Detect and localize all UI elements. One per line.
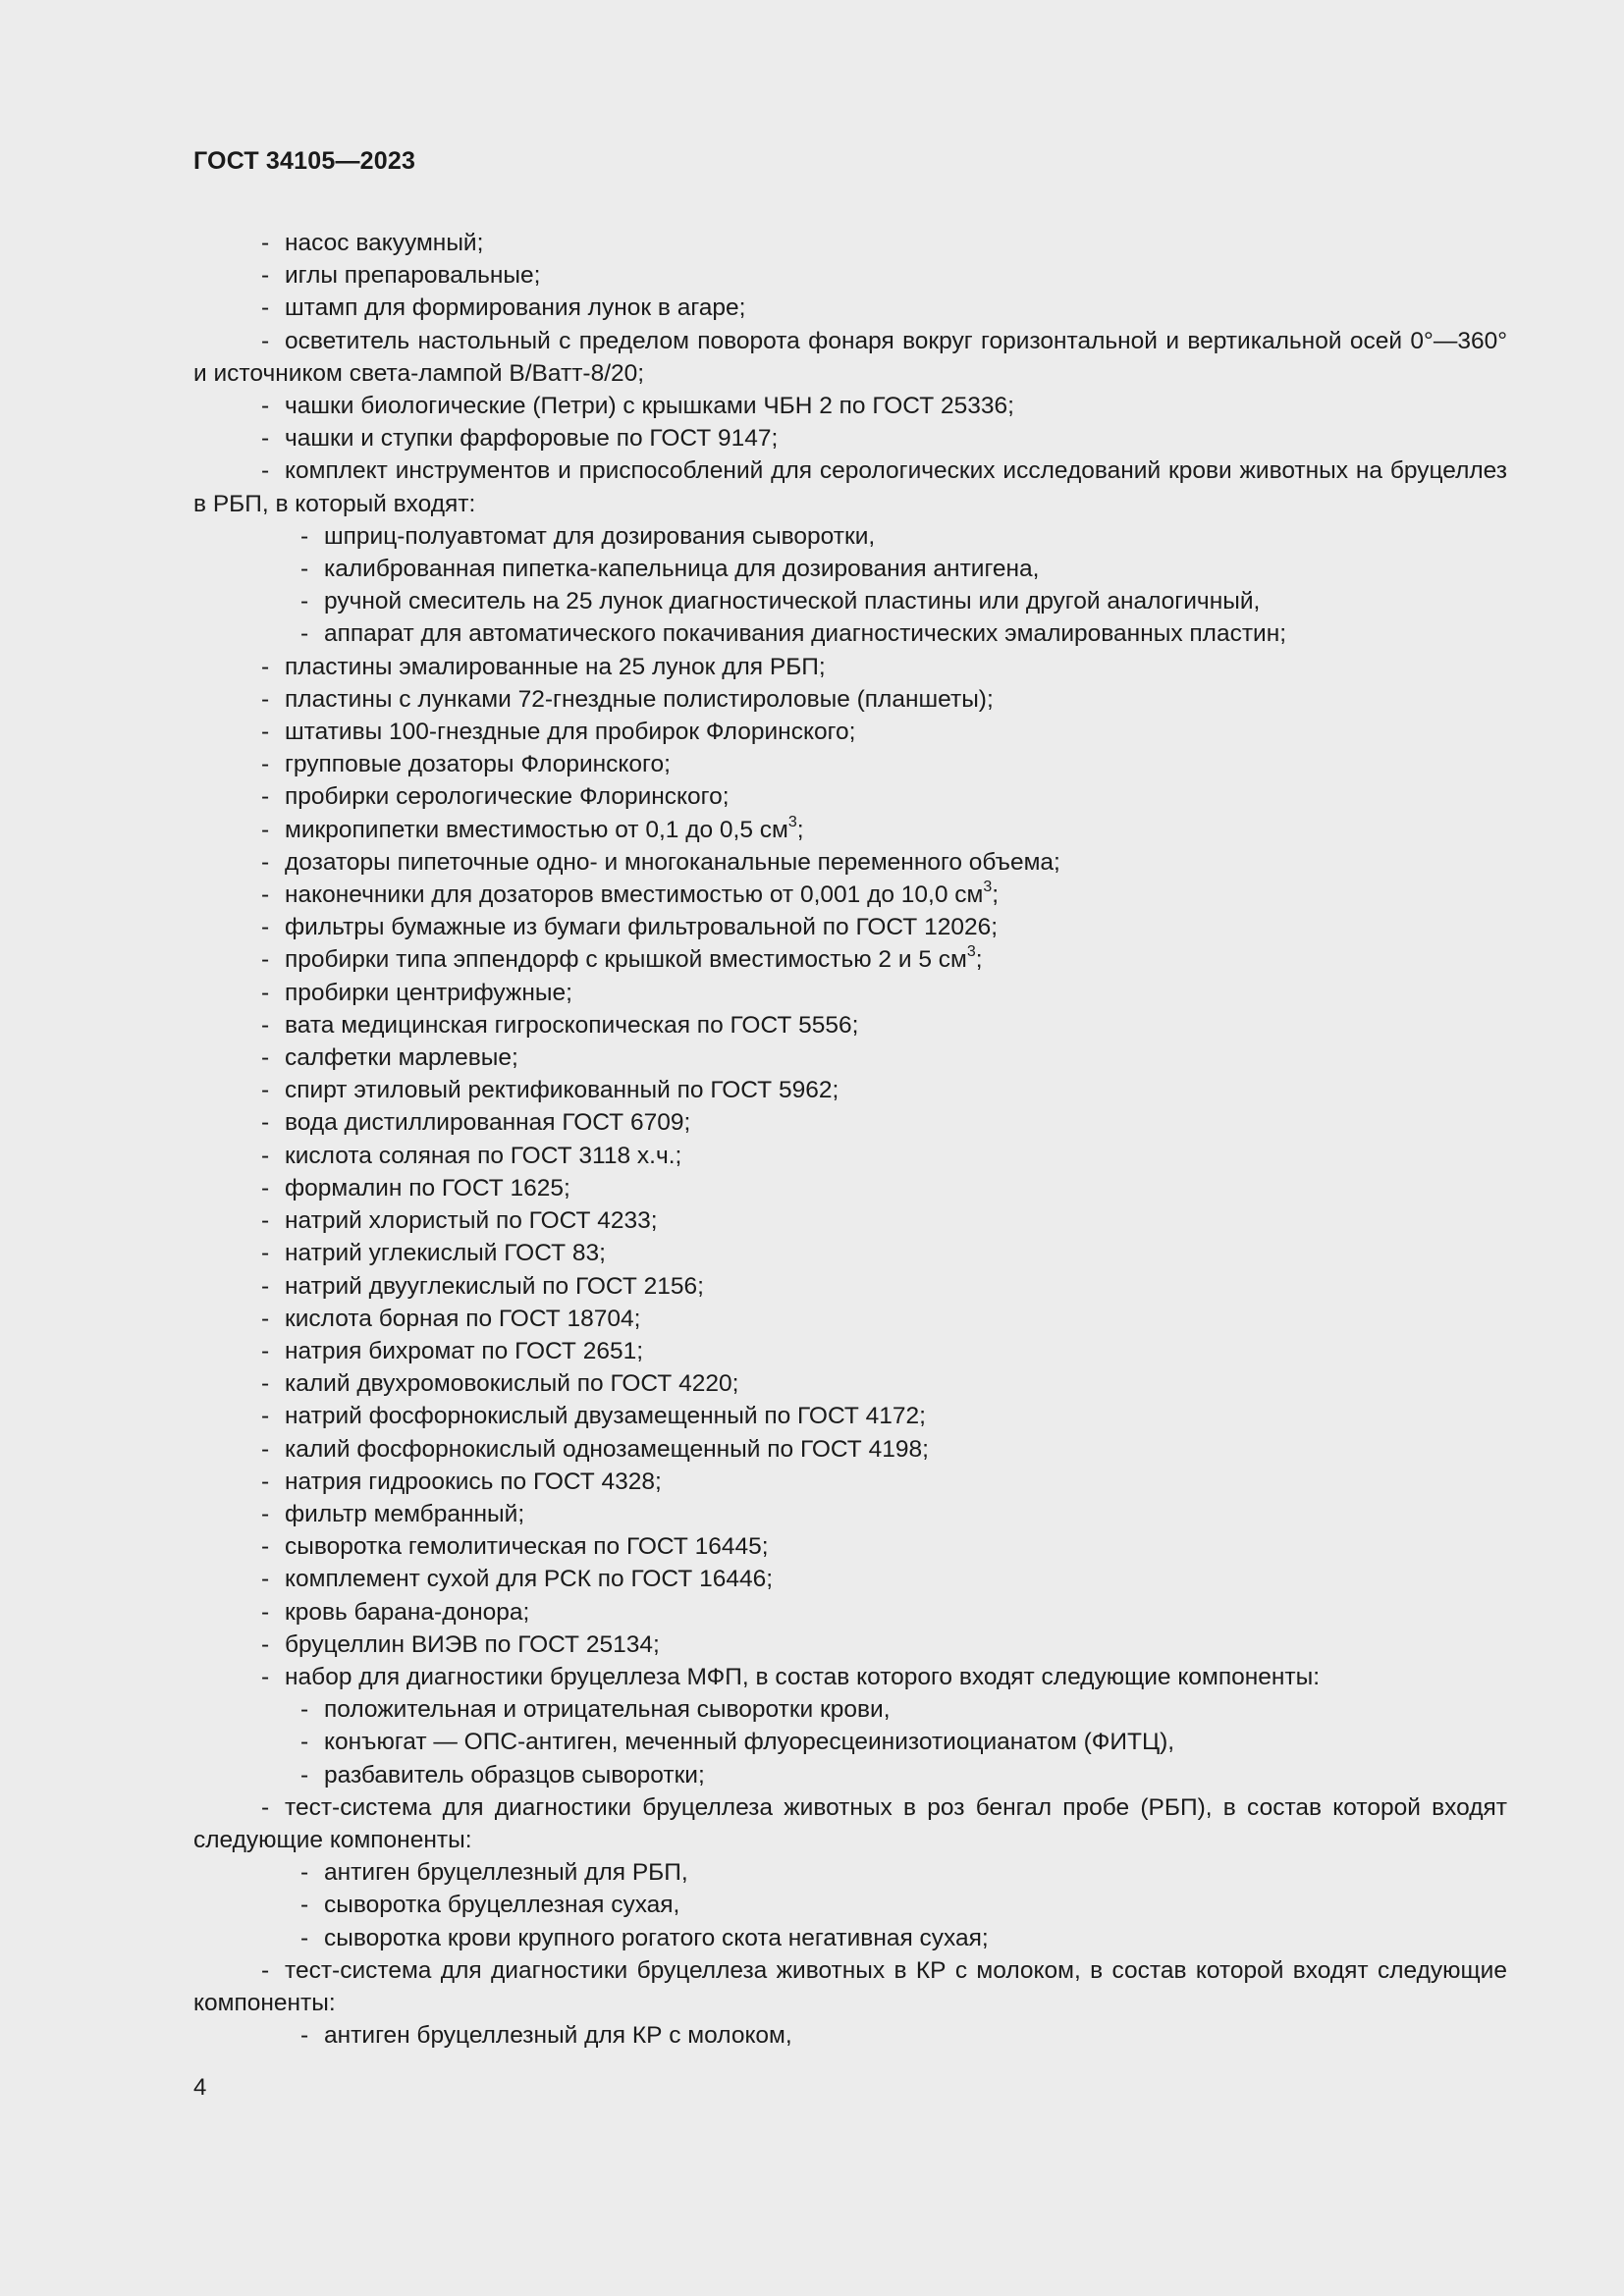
list-item-text: осветитель настольный с пределом поворота фонаря вокруг горизонтальной и вертикальной осей 0°—360° и источником света-лампой В/Ватт-8/20; xyxy=(193,327,1507,387)
list-item xyxy=(193,390,1507,422)
list-item xyxy=(193,748,1507,780)
list-bullet: - xyxy=(300,522,309,550)
list-bullet: - xyxy=(261,979,270,1006)
list-item xyxy=(193,1791,1507,1856)
list-item-text: натрий хлористый по ГОСТ 4233; xyxy=(285,1207,658,1235)
list-item-text: насос вакуумный; xyxy=(285,230,484,256)
list-item xyxy=(193,1270,1507,1303)
list-item xyxy=(193,1335,1507,1367)
list-item xyxy=(193,1400,1507,1432)
list-item xyxy=(193,1498,1507,1530)
list-item-suffix: ; xyxy=(992,881,1000,909)
list-bullet: - xyxy=(261,1305,270,1332)
list-item xyxy=(193,422,1507,454)
list-item xyxy=(193,1466,1507,1498)
list-item xyxy=(193,1172,1507,1204)
list-subitem xyxy=(193,1856,1507,1889)
list-bullet: - xyxy=(261,1533,270,1561)
list-item-text: пробирки центрифужные; xyxy=(285,979,572,1006)
list-item-text: антиген бруцеллезный для РБП, xyxy=(324,1859,688,1887)
list-bullet: - xyxy=(261,327,270,354)
list-item-text: иглы препаровальные; xyxy=(285,262,541,290)
list-bullet: - xyxy=(261,1337,270,1364)
list-bullet: - xyxy=(300,1859,309,1887)
list-bullet: - xyxy=(300,620,309,648)
list-item-text: ручной смеситель на 25 лунок диагностической пластины или другой аналогичный, xyxy=(324,588,1261,615)
list-item-text: натрия гидроокись по ГОСТ 4328; xyxy=(285,1468,662,1495)
list-item xyxy=(193,651,1507,683)
list-subitem xyxy=(193,520,1507,553)
list-bullet: - xyxy=(261,1240,270,1267)
list-item xyxy=(193,977,1507,1009)
list-bullet: - xyxy=(261,230,270,256)
list-item xyxy=(193,1596,1507,1629)
list-item-text: вата медицинская гигроскопическая по ГОСТ 5556; xyxy=(285,1011,859,1039)
list-item xyxy=(193,1563,1507,1595)
list-bullet: - xyxy=(261,1174,270,1201)
list-bullet: - xyxy=(300,588,309,615)
list-item-text: натрий фосфорнокислый двузамещенный по ГОСТ 4172; xyxy=(285,1403,926,1430)
list-subitem xyxy=(193,553,1507,585)
list-item-text: положительная и отрицательная сыворотки крови, xyxy=(324,1696,891,1724)
list-bullet: - xyxy=(261,653,270,680)
list-item xyxy=(193,454,1507,519)
superscript: 3 xyxy=(966,943,976,961)
list-subitem xyxy=(193,2019,1507,2052)
list-bullet: - xyxy=(261,946,270,974)
list-item-text: штативы 100-гнездные для пробирок Флоринского; xyxy=(285,719,856,746)
list-item-text: аппарат для автоматического покачивания диагностических эмалированных пластин; xyxy=(324,620,1287,648)
list-item-text: групповые дозаторы Флоринского; xyxy=(285,751,671,778)
list-item xyxy=(193,1367,1507,1400)
list-item-text: микропипетки вместимостью от 0,1 до 0,5 см xyxy=(285,816,788,843)
list-bullet: - xyxy=(261,751,270,778)
list-bullet: - xyxy=(261,1956,270,1984)
list-item-text: пластины с лунками 72-гнездные полистироловые (планшеты); xyxy=(285,685,994,713)
list-item-suffix: ; xyxy=(975,946,983,974)
list-item-text: чашки биологические (Петри) с крышками ЧБН 2 по ГОСТ 25336; xyxy=(285,393,1014,420)
list-bullet: - xyxy=(261,1566,270,1593)
materials-list xyxy=(193,227,1507,2052)
list-item-suffix: ; xyxy=(796,816,804,843)
list-item-text: натрий углекислый ГОСТ 83; xyxy=(285,1240,606,1267)
list-bullet: - xyxy=(261,1044,270,1072)
list-subitem xyxy=(193,585,1507,617)
list-bullet: - xyxy=(261,1370,270,1398)
list-bullet: - xyxy=(261,914,270,941)
list-item-text: антиген бруцеллезный для КР с молоком, xyxy=(324,2022,792,2050)
list-bullet: - xyxy=(261,425,270,453)
list-item-text: натрий двууглекислый по ГОСТ 2156; xyxy=(285,1272,704,1300)
list-bullet: - xyxy=(261,262,270,290)
list-item-text: калиброванная пипетка-капельница для дозирования антигена, xyxy=(324,556,1040,583)
list-bullet: - xyxy=(261,1500,270,1527)
list-item-text: пластины эмалированные на 25 лунок для РБП; xyxy=(285,653,826,680)
list-item xyxy=(193,814,1507,846)
list-bullet: - xyxy=(300,1761,309,1789)
list-item xyxy=(193,716,1507,748)
list-item-text: сыворотка гемолитическая по ГОСТ 16445; xyxy=(285,1533,769,1561)
list-item-text: штамп для формирования лунок в агаре; xyxy=(285,294,746,322)
list-item xyxy=(193,1106,1507,1139)
list-item-text: тест-система для диагностики бруцеллеза животных в роз бенгал пробе (РБП), в состав которой входят следующие компоненты: xyxy=(193,1793,1507,1853)
list-bullet: - xyxy=(300,2022,309,2050)
list-bullet: - xyxy=(300,1892,309,1919)
superscript: 3 xyxy=(787,813,797,830)
list-bullet: - xyxy=(261,1077,270,1104)
list-bullet: - xyxy=(261,816,270,843)
list-bullet: - xyxy=(261,783,270,811)
list-bullet: - xyxy=(261,1272,270,1300)
list-item xyxy=(193,683,1507,716)
list-item-text: фильтр мембранный; xyxy=(285,1500,525,1527)
list-item-text: натрия бихромат по ГОСТ 2651; xyxy=(285,1337,644,1364)
list-bullet: - xyxy=(261,719,270,746)
list-item-text: тест-система для диагностики бруцеллеза животных в КР с молоком, в состав которой входят следующие компоненты: xyxy=(193,1956,1507,2016)
list-bullet: - xyxy=(300,1696,309,1724)
list-item xyxy=(193,780,1507,813)
list-bullet: - xyxy=(261,1663,270,1690)
list-item xyxy=(193,1204,1507,1237)
list-item xyxy=(193,1237,1507,1269)
list-item-text: кислота соляная по ГОСТ 3118 х.ч.; xyxy=(285,1142,682,1169)
list-item-text: сыворотка крови крупного рогатого скота негативная сухая; xyxy=(324,1924,989,1951)
list-bullet: - xyxy=(261,1435,270,1463)
list-bullet: - xyxy=(261,1630,270,1658)
list-subitem xyxy=(193,1759,1507,1791)
list-item-text: пробирки серологические Флоринского; xyxy=(285,783,730,811)
list-bullet: - xyxy=(261,685,270,713)
list-item-text: фильтры бумажные из бумаги фильтровальной по ГОСТ 12026; xyxy=(285,914,999,941)
list-item-text: кислота борная по ГОСТ 18704; xyxy=(285,1305,641,1332)
list-bullet: - xyxy=(261,294,270,322)
list-item xyxy=(193,1009,1507,1041)
list-item xyxy=(193,1661,1507,1693)
list-bullet: - xyxy=(261,1109,270,1137)
list-item xyxy=(193,259,1507,292)
list-item-text: спирт этиловый ректификованный по ГОСТ 5962; xyxy=(285,1077,839,1104)
list-item-text: сыворотка бруцеллезная сухая, xyxy=(324,1892,680,1919)
list-item xyxy=(193,846,1507,879)
list-bullet: - xyxy=(261,393,270,420)
list-item-text: салфетки марлевые; xyxy=(285,1044,518,1072)
list-subitem xyxy=(193,1693,1507,1726)
list-item xyxy=(193,1041,1507,1074)
list-bullet: - xyxy=(261,1468,270,1495)
list-item-text: наконечники для дозаторов вместимостью от 0,001 до 10,0 см xyxy=(285,881,984,909)
list-item-text: калий двухромовокислый по ГОСТ 4220; xyxy=(285,1370,739,1398)
document-standard-id: ГОСТ 34105—2023 xyxy=(193,147,416,175)
list-item xyxy=(193,1629,1507,1661)
list-item-text: чашки и ступки фарфоровые по ГОСТ 9147; xyxy=(285,425,779,453)
list-bullet: - xyxy=(261,881,270,909)
list-item-text: формалин по ГОСТ 1625; xyxy=(285,1174,570,1201)
list-bullet: - xyxy=(261,1011,270,1039)
list-item-text: калий фосфорнокислый однозамещенный по ГОСТ 4198; xyxy=(285,1435,929,1463)
list-item-text: набор для диагностики бруцеллеза МФП, в состав которого входят следующие компоненты: xyxy=(285,1663,1321,1690)
list-item-text: шприц-полуавтомат для дозирования сыворотки, xyxy=(324,522,876,550)
list-item-text: дозаторы пипеточные одно- и многоканальные переменного объема; xyxy=(285,848,1060,876)
list-item xyxy=(193,1140,1507,1172)
list-bullet: - xyxy=(261,1793,270,1821)
list-item xyxy=(193,1530,1507,1563)
list-bullet: - xyxy=(261,1403,270,1430)
list-item-text: разбавитель образцов сыворотки; xyxy=(324,1761,705,1789)
list-item xyxy=(193,1303,1507,1335)
list-item-text: конъюгат — ОПС-антиген, меченный флуоресцеинизотиоцианатом (ФИТЦ), xyxy=(324,1729,1175,1756)
list-bullet: - xyxy=(261,1207,270,1235)
list-item-text: пробирки типа эппендорф с крышкой вместимостью 2 и 5 см xyxy=(285,946,967,974)
list-item xyxy=(193,943,1507,976)
superscript: 3 xyxy=(983,878,993,895)
list-item xyxy=(193,325,1507,390)
list-item xyxy=(193,1954,1507,2019)
page-number: 4 xyxy=(193,2074,207,2101)
list-subitem xyxy=(193,1922,1507,1954)
list-item-text: вода дистиллированная ГОСТ 6709; xyxy=(285,1109,691,1137)
list-item xyxy=(193,879,1507,911)
list-subitem xyxy=(193,1726,1507,1758)
list-item xyxy=(193,1074,1507,1106)
list-bullet: - xyxy=(300,1924,309,1951)
list-subitem xyxy=(193,617,1507,650)
list-bullet: - xyxy=(261,1598,270,1626)
list-bullet: - xyxy=(300,1729,309,1756)
list-item xyxy=(193,1433,1507,1466)
list-bullet: - xyxy=(261,457,270,485)
list-bullet: - xyxy=(300,556,309,583)
list-item xyxy=(193,227,1507,259)
list-item-text: бруцеллин ВИЭВ по ГОСТ 25134; xyxy=(285,1630,660,1658)
list-item xyxy=(193,292,1507,324)
list-subitem xyxy=(193,1889,1507,1921)
list-bullet: - xyxy=(261,848,270,876)
list-item-text: комплект инструментов и приспособлений для серологических исследований крови животных на бруцеллез в РБП, в который входят: xyxy=(193,457,1507,517)
list-item-text: комплемент сухой для РСК по ГОСТ 16446; xyxy=(285,1566,774,1593)
list-item xyxy=(193,911,1507,943)
list-item-text: кровь барана-донора; xyxy=(285,1598,530,1626)
list-bullet: - xyxy=(261,1142,270,1169)
